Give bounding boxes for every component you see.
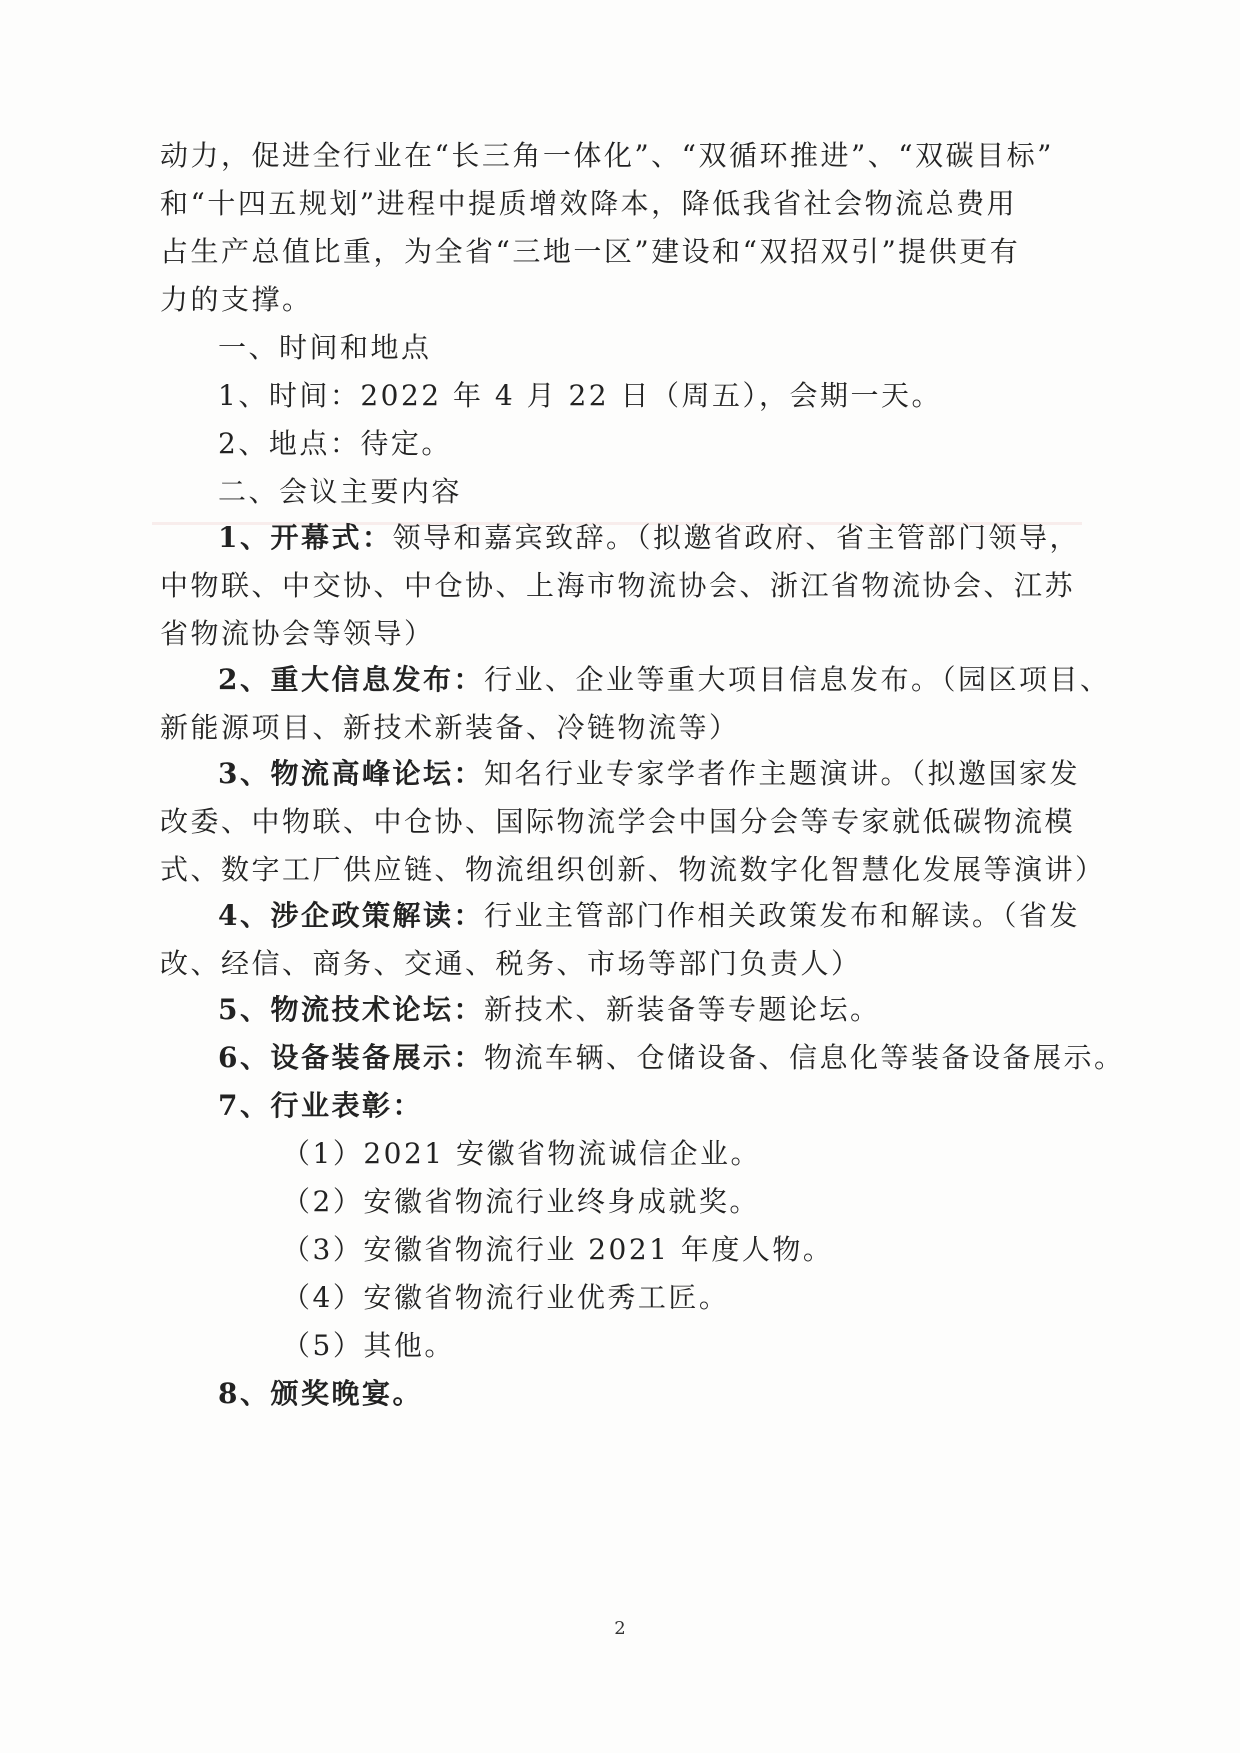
item-1-label: 1、开幕式： [218,521,393,554]
intro-line-2: 和“十四五规划”进程中提质增效降本，降低我省社会物流总费用 [160,187,1018,220]
item-1-cont-2: 省物流协会等领导） [160,617,435,650]
item-4-line [218,892,1158,944]
intro-line-4: 力的支撑。 [160,283,313,316]
intro-line-3: 占生产总值比重，为全省“三地一区”建设和“双招双引”提供更有 [160,235,1021,268]
item-7-label: 7、行业表彰： [218,1089,423,1122]
item-5-label: 5、物流技术论坛： [218,993,484,1026]
item-5-text: 新技术、新装备等专题论坛。 [483,993,881,1026]
item-7-line [218,1082,1158,1134]
section-1-heading: 一、时间和地点 [218,331,432,364]
item-1-line [218,514,1158,566]
item-6-text: 物流车辆、仓储设备、信息化等装备设备展示。 [483,1041,1125,1074]
item-2-text: 行业、企业等重大项目信息发布。（园区项目、 [483,663,1111,696]
time-line: 1、时间：2022 年 4 月 22 日（周五），会期一天。 [218,379,943,412]
item-4-text: 行业主管部门作相关政策发布和解读。（省发 [483,899,1080,932]
intro-line-1: 动力，促进全行业在“长三角一体化”、“双循环推进”、“双碳目标” [160,139,1054,172]
item-5-line [218,986,1158,1038]
item-8-line: 8、颁奖晚宴。 [218,1377,423,1410]
item-6-label: 6、设备装备展示： [218,1041,484,1074]
section-2-heading: 二、会议主要内容 [218,475,463,508]
award-1: （1）2021 安徽省物流诚信企业。 [282,1137,761,1170]
item-4-cont-1: 改、经信、商务、交通、税务、市场等部门负责人） [160,947,862,980]
item-4-label: 4、涉企政策解读： [218,899,484,932]
item-3-label: 3、物流高峰论坛： [218,757,484,790]
item-1-text: 领导和嘉宾致辞。（拟邀省政府、省主管部门领导， [392,521,1080,554]
item-3-text: 知名行业专家学者作主题演讲。（拟邀国家发 [483,757,1080,790]
page-number: 2 [614,1618,626,1639]
place-line: 2、地点：待定。 [218,427,452,460]
award-3: （3）安徽省物流行业 2021 年度人物。 [282,1233,834,1266]
award-5: （5）其他。 [282,1329,455,1362]
item-1-cont-1: 中物联、中交协、中仓协、上海市物流协会、浙江省物流协会、江苏 [160,569,1076,602]
item-3-cont-1: 改委、中物联、中仓协、国际物流学会中国分会等专家就低碳物流模 [160,805,1076,838]
item-3-cont-2: 式、数字工厂供应链、物流组织创新、物流数字化智慧化发展等演讲） [160,853,1106,886]
item-2-cont-1: 新能源项目、新技术新装备、冷链物流等） [160,711,740,744]
item-2-label: 2、重大信息发布： [218,663,484,696]
item-3-line [218,750,1158,802]
item-6-line [218,1034,1158,1086]
item-2-line [218,656,1158,708]
award-2: （2）安徽省物流行业终身成就奖。 [282,1185,760,1218]
award-4: （4）安徽省物流行业优秀工匠。 [282,1281,730,1314]
